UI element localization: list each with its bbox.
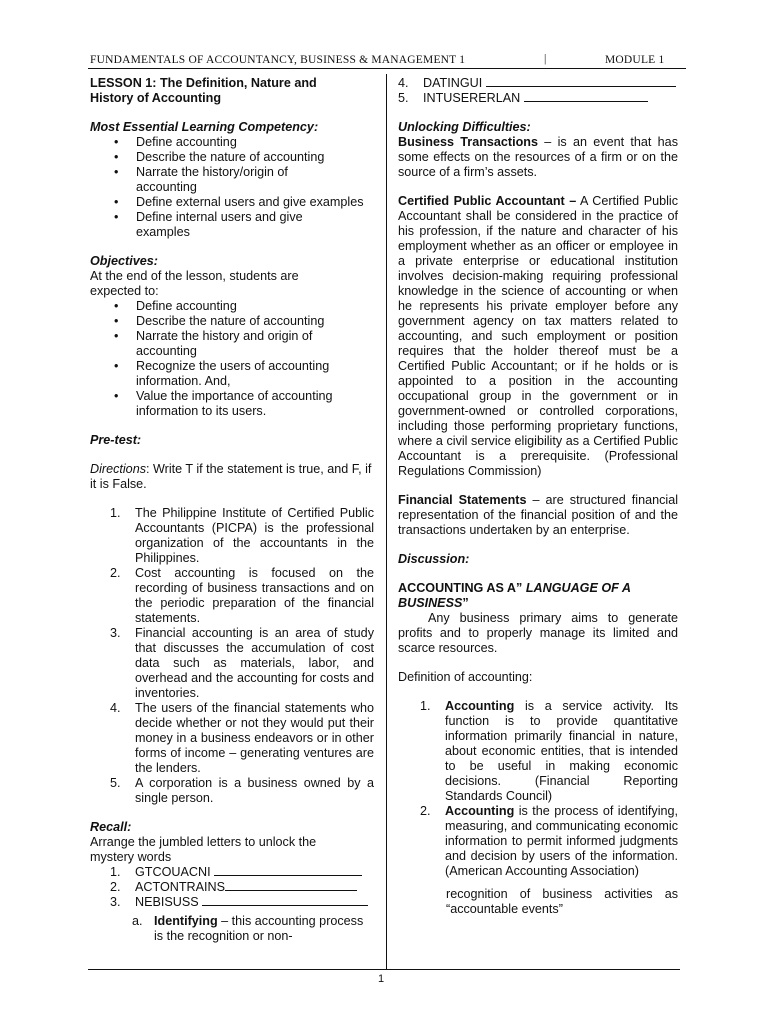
answer-blank[interactable]: [225, 880, 357, 891]
list-item: 3. NEBISUSS: [110, 895, 374, 910]
left-column: [90, 76, 374, 944]
list-item: • Define internal users and give examples: [114, 210, 374, 240]
list-item: 2. ACTONTRAINS: [110, 880, 374, 895]
sub-item-a: a. Identifying – this accounting process is the recognition or non-: [132, 914, 364, 943]
recall-intro: Arrange the jumbled letters to unlock the mystery words: [90, 835, 317, 864]
language-paragraph: Any business primary aims to generate profits and to properly manage its limited and scarce resources.: [398, 611, 678, 655]
list-item: • Define accounting: [114, 135, 374, 150]
column-divider: [386, 74, 387, 970]
melc-list: [114, 135, 374, 240]
answer-blank[interactable]: [486, 76, 676, 87]
recall-heading: Recall:: [90, 820, 132, 834]
definition-cpa: Certified Public Accountant – A Certified Public Accountant shall be considered in the practice of his profession, if the nature and character of his employment whether as an officer or employee in a private enterprise or educational institution involves decision-making requiring professional knowledge in the science of accounting or when he represents his private employer before any government agency on tax matters related to accounting, and such employment or position requires that the holder thereof must be a Certified Public Accountant; or if he holds or is appointed to a position in the accounting occupational group in the government or in government-owned or controlled corporations, including those performing proprietary functions, where a civil service eligibility as a Certified Public Accountant is a prerequisite. (Professional Regulations Commission): [398, 194, 678, 478]
list-item: • Describe the nature of accounting: [114, 150, 374, 165]
list-item: 4. The users of the financial statements who decide whether or not they would put their money in a business endeavors or in other forms of income – generating ventures are the lenders.: [110, 701, 374, 775]
pretest-list: [110, 506, 374, 806]
list-item: • Define accounting: [114, 299, 374, 314]
list-item: 3. Financial accounting is an area of study that discusses the accumulation of cost data such as materials, labor, and overhead and the accounting for costs and inventories.: [110, 626, 374, 700]
list-item: • Value the importance of accounting information to its users.: [114, 389, 374, 419]
answer-blank[interactable]: [214, 865, 362, 876]
list-item: 1. GTCOUACNI: [110, 865, 374, 880]
directions-text: : Write T if the statement is true, and F, if it is False.: [90, 462, 372, 491]
objectives-heading: Objectives:: [90, 254, 158, 268]
directions-label: Directions: [90, 462, 146, 476]
list-item: 2. Accounting is the process of identifying, measuring, and communicating economic information to permit informed judgments and decision by users of the information. (American Accounting Association): [420, 804, 678, 878]
melc-heading: Most Essential Learning Competency:: [90, 120, 319, 134]
list-item: • Recognize the users of accounting information. And,: [114, 359, 374, 389]
definitions-list: [420, 699, 678, 879]
list-item: • Narrate the history/origin of accounting: [114, 165, 374, 195]
definition-financial-statements: Financial Statements – are structured financial representation of the financial position of and the transactions undertaken by an enterprise.: [398, 493, 678, 537]
list-item: • Narrate the history and origin of accounting: [114, 329, 374, 359]
continuation-text: recognition of business activities as “accountable events”: [446, 887, 678, 916]
lesson-title: LESSON 1: The Definition, Nature and History of Accounting: [90, 76, 317, 105]
footer-rule: [88, 969, 680, 970]
list-item: 5. INTUSERERLAN: [398, 91, 678, 106]
directions: [90, 462, 374, 492]
header-rule: [88, 68, 686, 69]
right-column: [398, 76, 678, 917]
list-item: • Describe the nature of accounting: [114, 314, 374, 329]
page-number: 1: [378, 973, 385, 985]
discussion-heading: Discussion:: [398, 552, 470, 566]
unlocking-heading: Unlocking Difficulties:: [398, 120, 531, 134]
pretest-heading: Pre-test:: [90, 433, 142, 447]
recall-list: [110, 865, 374, 910]
objectives-list: [114, 299, 374, 419]
answer-blank[interactable]: [524, 91, 648, 102]
objectives-intro: At the end of the lesson, students are expected to:: [90, 269, 299, 298]
course-title: FUNDAMENTALS OF ACCOUNTANCY, BUSINESS & MANAGEMENT 1: [90, 54, 466, 66]
page-header: [88, 52, 686, 69]
section-title-language-of-business: ACCOUNTING AS A” LANGUAGE OF A BUSINESS”: [398, 581, 631, 610]
list-item: 5. A corporation is a business owned by a single person.: [110, 776, 374, 805]
list-item: • Define external users and give examples: [114, 195, 374, 210]
header-separator: |: [544, 53, 547, 65]
list-item: 1. Accounting is a service activity. Its function is to provide quantitative information primarily financial in nature, about economic entities, that is intended to be useful in making economic decisions. (Financial Reporting Standards Council): [420, 699, 678, 803]
definition-intro: Definition of accounting:: [398, 670, 533, 684]
definition-business-transactions: Business Transactions – is an event that has some effects on the resources of a firm or on the source of a firm’s assets.: [398, 135, 678, 179]
answer-blank[interactable]: [202, 895, 368, 906]
recall-list-continued: [398, 76, 678, 106]
list-item: 2. Cost accounting is focused on the recording of business transactions and on the periodic preparation of the financial statements.: [110, 566, 374, 625]
list-item: 4. DATINGUI: [398, 76, 678, 91]
module-label: MODULE 1: [605, 54, 665, 66]
list-item: 1. The Philippine Institute of Certified Public Accountants (PICPA) is the professional organization of the accountants in the Philippines.: [110, 506, 374, 565]
